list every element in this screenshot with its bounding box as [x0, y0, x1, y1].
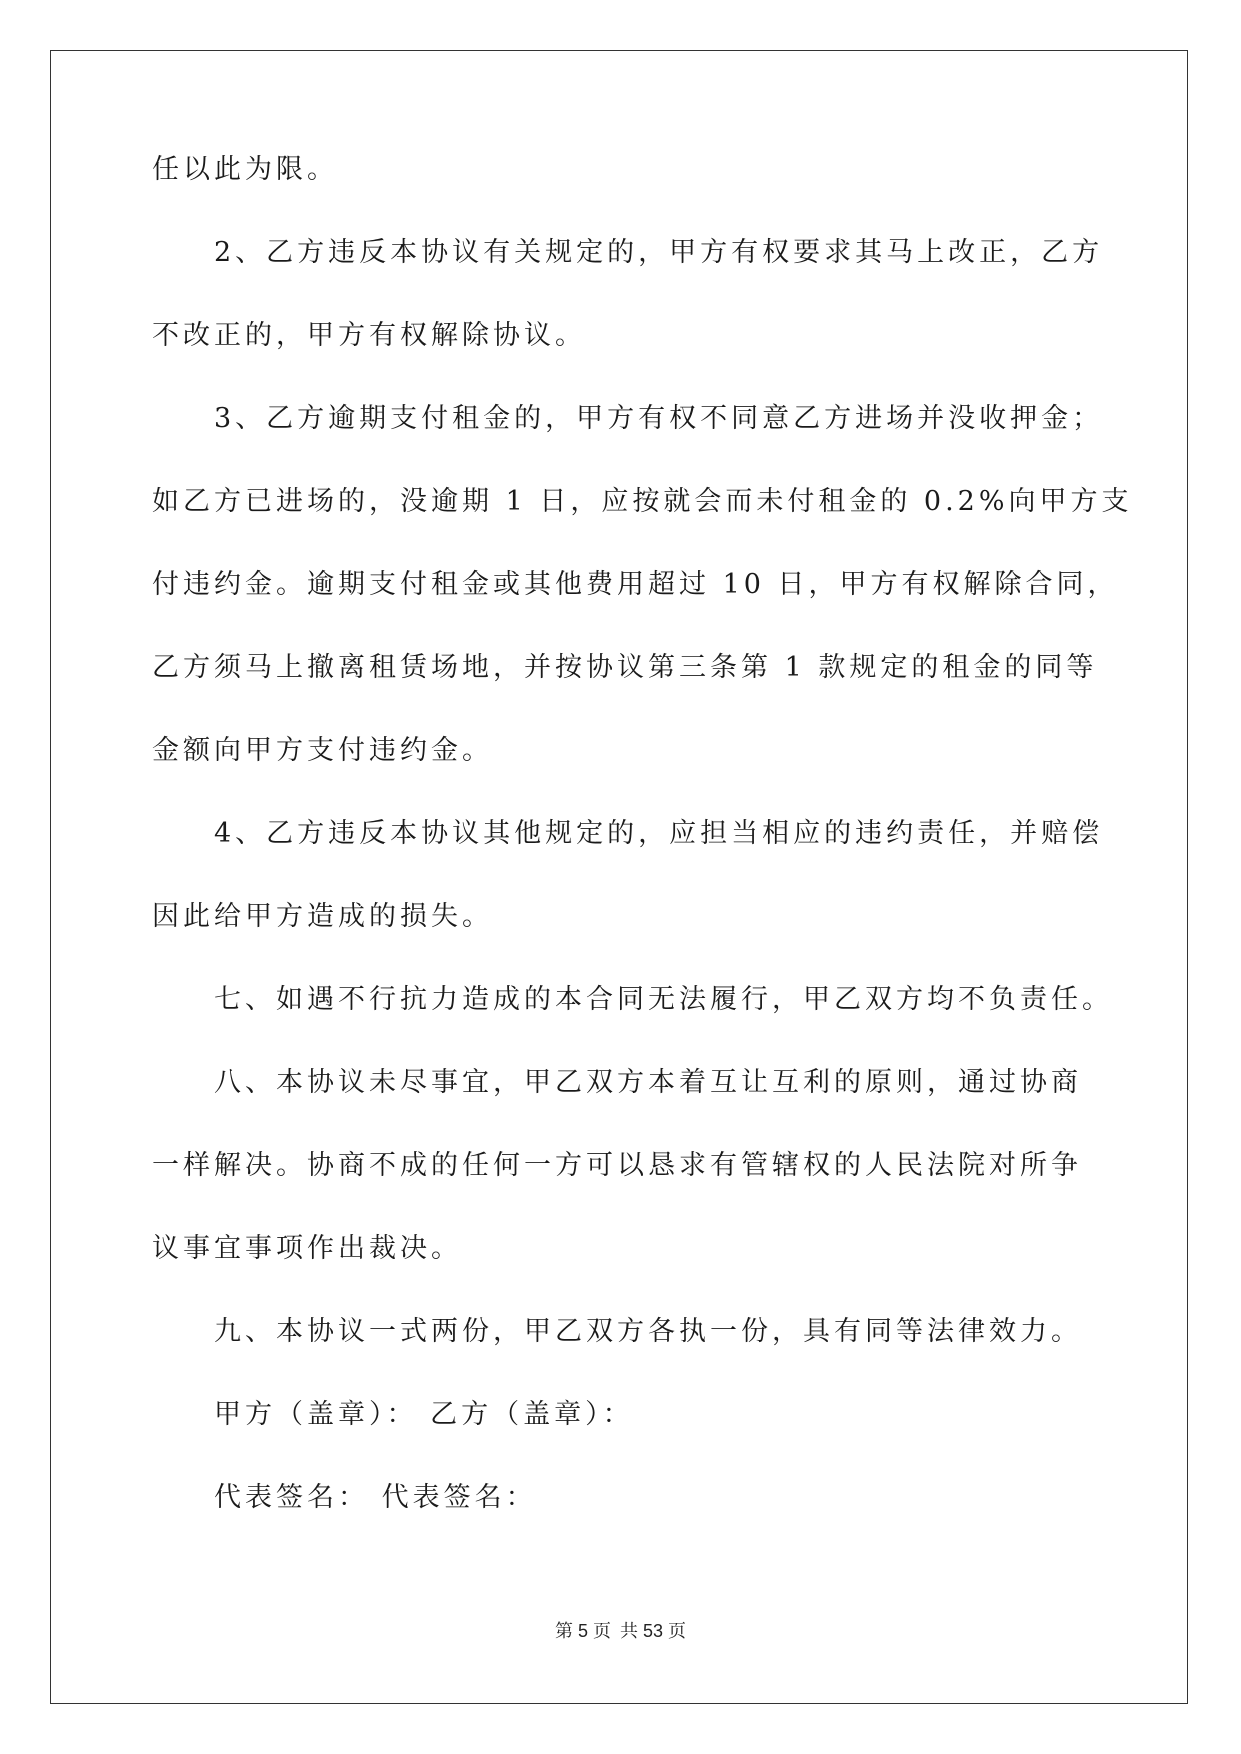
- text-line: 不改正的，甲方有权解除协议。: [152, 320, 586, 351]
- text-line: 乙方须马上撤离租赁场地，并按协议第三条第 1 款规定的租金的同等: [152, 652, 1098, 683]
- signature-party-line: 甲方（盖章）： 乙方（盖章）：: [214, 1399, 634, 1430]
- text-line: 因此给甲方造成的损失。: [152, 901, 493, 932]
- page-footer: [0, 1617, 1241, 1643]
- text-line: 七、如遇不行抗力造成的本合同无法履行，甲乙双方均不负责任。: [214, 984, 1113, 1015]
- document-body: [152, 150, 1133, 1561]
- text-line: 金额向甲方支付违约金。: [152, 735, 493, 766]
- signature-rep-line: 代表签名： 代表签名：: [214, 1482, 537, 1513]
- text-line: 4、乙方违反本协议其他规定的，应担当相应的违约责任，并赔偿: [214, 818, 1104, 849]
- text-line: 一样解决。协商不成的任何一方可以恳求有管辖权的人民法院对所争: [152, 1150, 1082, 1181]
- text-line: 任以此为限。: [152, 154, 338, 185]
- text-line: 如乙方已进场的，没逾期 1 日，应按就会而未付租金的 0.2%向甲方支: [152, 486, 1133, 517]
- text-line: 九、本协议一式两份，甲乙双方各执一份，具有同等法律效力。: [214, 1316, 1082, 1347]
- text-line: 3、乙方逾期支付租金的，甲方有权不同意乙方进场并没收押金；: [214, 403, 1104, 434]
- text-line: 议事宜事项作出裁决。: [152, 1233, 462, 1264]
- text-line: 付违约金。逾期支付租金或其他费用超过 10 日，甲方有权解除合同，: [152, 569, 1119, 600]
- text-line: 2、乙方违反本协议有关规定的，甲方有权要求其马上改正，乙方: [214, 237, 1104, 268]
- total-pages: 共 53 页: [620, 1621, 687, 1641]
- page-number: 第 5 页: [554, 1621, 611, 1641]
- text-line: 八、本协议未尽事宜，甲乙双方本着互让互利的原则，通过协商: [214, 1067, 1082, 1098]
